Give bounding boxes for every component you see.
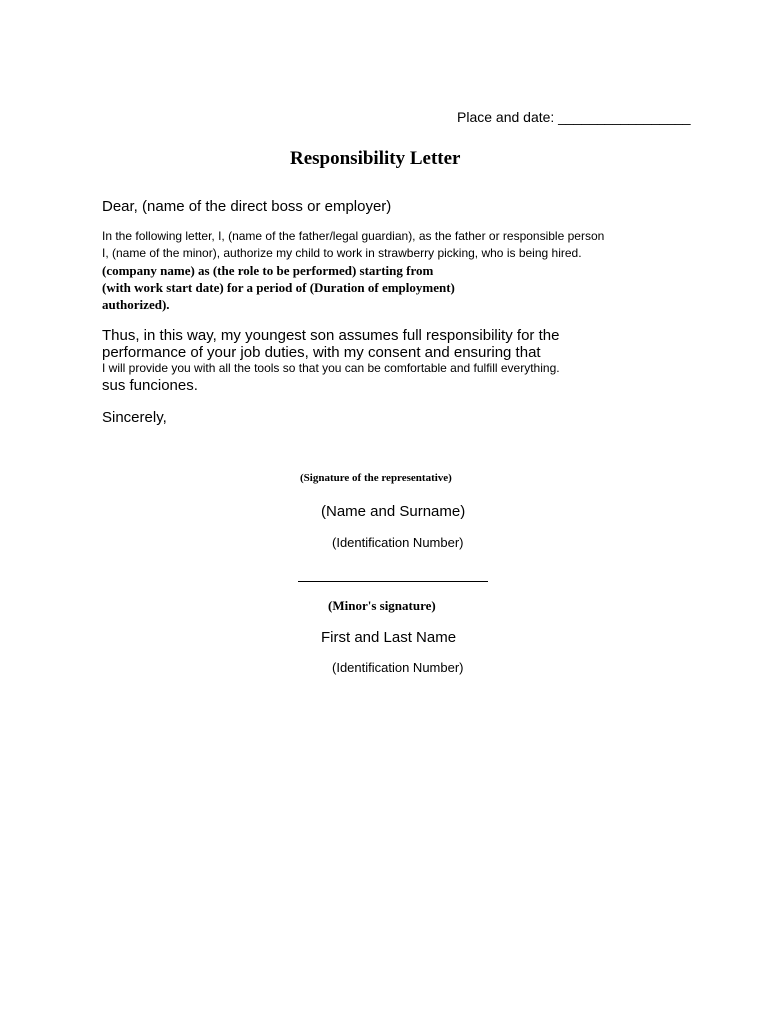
paragraph1-line1: In the following letter, I, (name of the father/legal guardian), as the father or responsible person [102, 229, 605, 243]
paragraph1-line3: (company name) as (the role to be performed) starting from [102, 263, 434, 278]
letter-title: Responsibility Letter [290, 148, 461, 169]
representative-name-label: (Name and Surname) [321, 503, 466, 520]
paragraph1-line5: authorized). [102, 297, 170, 312]
minor-name-label: First and Last Name [321, 629, 457, 646]
salutation: Dear, (name of the direct boss or employer) [102, 198, 392, 215]
minor-signature-line [298, 581, 488, 582]
place-and-date: Place and date: _________________ [457, 109, 691, 125]
paragraph1-line4: (with work start date) for a period of (Duration of employment) [102, 280, 455, 295]
minor-signature-label: (Minor's signature) [328, 598, 436, 613]
representative-signature-label: (Signature of the representative) [300, 472, 452, 484]
representative-id-label: (Identification Number) [332, 535, 464, 550]
paragraph2-line3: I will provide you with all the tools so that you can be comfortable and fulfill everything. [102, 361, 560, 375]
paragraph2-line1: Thus, in this way, my youngest son assumes full responsibility for the [102, 327, 560, 344]
minor-id-label: (Identification Number) [332, 660, 464, 675]
paragraph2-line4: sus funciones. [102, 377, 198, 394]
closing: Sincerely, [102, 409, 167, 426]
paragraph2-line2: performance of your job duties, with my consent and ensuring that [102, 344, 541, 361]
paragraph1-line2: I, (name of the minor), authorize my child to work in strawberry picking, who is being hired. [102, 246, 582, 260]
